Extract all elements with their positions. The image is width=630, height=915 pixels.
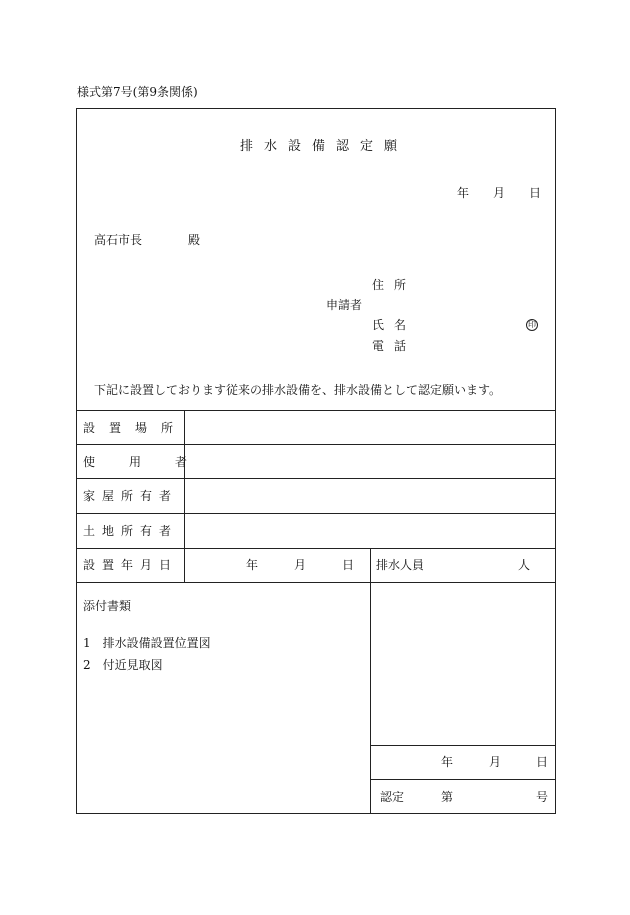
- approval-year-label: 年: [441, 755, 454, 769]
- number-suffix-label: 号: [536, 790, 549, 804]
- date-month-label: 月: [493, 186, 506, 200]
- addressee-name: 高石市長: [94, 233, 143, 247]
- seal-mark: 印: [528, 320, 536, 329]
- number-prefix-label: 第: [441, 790, 454, 804]
- address-label: 住所: [372, 278, 417, 292]
- phone-label: 電話: [372, 339, 417, 353]
- statement-text: 下記に設置しております従来の排水設備を、排水設備として認定願います。: [94, 383, 502, 397]
- approval-day-label: 日: [536, 755, 549, 769]
- form-number: 様式第7号(第9条関係): [77, 85, 198, 99]
- row-divider: [76, 478, 556, 479]
- name-label: 氏名: [372, 318, 417, 332]
- row-divider: [76, 513, 556, 514]
- row-divider: [370, 779, 556, 780]
- certified-label: 認定: [380, 790, 405, 804]
- install-day-label: 日: [342, 558, 355, 572]
- date-day-label: 日: [529, 186, 542, 200]
- column-divider: [370, 548, 371, 814]
- location-label: 設置場所: [83, 421, 188, 435]
- attachment-item: 1 排水設備設置位置図: [83, 636, 211, 650]
- date-year-label: 年: [457, 186, 470, 200]
- row-divider: [76, 444, 556, 445]
- row-divider: [76, 582, 556, 583]
- user-label: 使用者: [83, 455, 222, 469]
- install-year-label: 年: [246, 558, 259, 572]
- house-owner-label: 家屋所有者: [83, 489, 179, 503]
- attachments-heading: 添付書類: [83, 599, 132, 613]
- row-divider: [76, 548, 556, 549]
- form-title: 排水設備認定願: [240, 139, 409, 154]
- addressee-honorific: 殿: [188, 233, 201, 247]
- drain-people-label: 排水人員: [376, 558, 425, 572]
- land-owner-label: 土地所有者: [83, 524, 179, 538]
- attachment-item: 2 付近見取図: [83, 658, 163, 672]
- row-divider: [370, 745, 556, 746]
- people-unit-label: 人: [518, 558, 531, 572]
- install-date-label: 設置年月日: [83, 558, 179, 572]
- column-divider: [184, 410, 185, 582]
- install-month-label: 月: [294, 558, 307, 572]
- approval-month-label: 月: [489, 755, 502, 769]
- applicant-label: 申請者: [326, 298, 363, 312]
- row-divider: [76, 410, 556, 411]
